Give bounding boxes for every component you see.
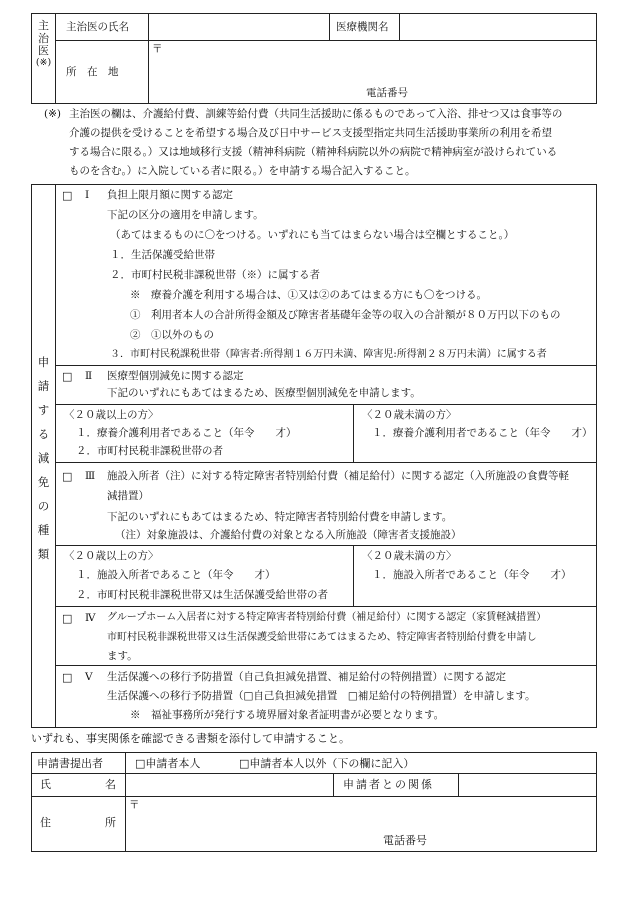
section2-left-item: ２．市町村民税非課税世帯の者: [76, 445, 223, 457]
section1-line: ※ 療養介護を利用する場合は、①又は②のあてはまる方にも〇をつける。: [130, 289, 487, 301]
doctor-phone-label: 電話番号: [366, 87, 408, 99]
section3-note: （注）対象施設は、介護給付費の対象となる入所施設（障害者支援施設）: [115, 529, 462, 541]
section3-line: 下記のいずれにもあてはまるため、特定障害者特別給付費を申請します。: [107, 511, 453, 523]
doctor-postal-mark: 〒: [152, 43, 163, 55]
section5-title: 生活保護への移行予防措置（自己負担減免措置、補足給付の特例措置）に関する認定: [107, 671, 506, 683]
section3-left-header: 〈２０歳以上の方〉: [64, 550, 159, 562]
institution-field[interactable]: [401, 15, 594, 39]
submitter-self-option[interactable]: □申請者本人: [135, 757, 201, 770]
section3-right-header: 〈２０歳未満の方〉: [362, 550, 457, 562]
section3-right-item: １．施設入所者であること（年令 才）: [372, 569, 572, 581]
doctor-note-mark: (※): [44, 108, 61, 120]
submitter-other-option[interactable]: □申請者本人以外（下の欄に記入）: [239, 757, 415, 770]
section1-option[interactable]: １．生活保護受給世帯: [110, 249, 215, 261]
section3-left-item: ２．市町村民税非課税世帯又は生活保護受給世帯の者: [76, 589, 328, 601]
section4-checkbox[interactable]: □: [62, 612, 73, 625]
reduction-type-label: 申 請 す る 減 免 の 種 類: [37, 355, 50, 561]
section1-title: 負担上限月額に関する認定: [107, 189, 233, 201]
section1-option[interactable]: ① 利用者本人の合計所得金額及び障害者基礎年金等の収入の合計額が８０万円以下のもの: [130, 309, 561, 321]
section3-left-item: １．施設入所者であること（年令 才）: [76, 569, 276, 581]
submitter-address-label: 住: [40, 816, 51, 829]
submitter-label: 申請書提出者: [37, 757, 103, 770]
doctor-name-field[interactable]: [150, 15, 326, 39]
section1-numeral: Ⅰ: [85, 189, 90, 201]
section3-title-cont: 減措置）: [107, 490, 149, 502]
submitter-address-label: 所: [105, 816, 116, 829]
submitter-name-field[interactable]: [127, 775, 331, 795]
section4-numeral: Ⅳ: [85, 612, 96, 624]
submitter-address-field[interactable]: [127, 798, 594, 830]
section1-option[interactable]: ２．市町村民税非課税世帯（※）に属する者: [110, 269, 320, 281]
section2-left-item: １．療養介護利用者であること（年令 才）: [76, 427, 297, 439]
section3-numeral: Ⅲ: [85, 470, 96, 482]
section3-checkbox[interactable]: □: [62, 470, 73, 483]
section2-title: 医療型個別減免に関する認定: [107, 370, 244, 382]
section2-right-item: １．療養介護利用者であること（年令 才）: [372, 427, 593, 439]
section2-line: 下記のいずれにもあてはまるため、医療型個別減免を申請します。: [107, 387, 421, 399]
submitter-name-label: 名: [105, 778, 116, 791]
attach-note: いずれも、事実関係を確認できる書類を添付して申請すること。: [31, 732, 350, 745]
doctor-name-label: 主治医の氏名: [66, 21, 129, 33]
doctor-address-label: 所 在 地: [66, 66, 119, 78]
relation-field[interactable]: [460, 775, 594, 795]
section1-option[interactable]: ３．市町村民税課税世帯（障害者:所得割１６万円未満、障害児:所得割２８万円未満）に属する者: [110, 349, 547, 360]
section5-line[interactable]: 生活保護への移行予防措置（□自己負担減免措置 □補足給付の特例措置）を申請します。: [107, 690, 536, 702]
relation-label: 申請者との関係: [343, 778, 434, 791]
submitter-name-label: 氏: [40, 778, 51, 791]
section4-title: グループホーム入居者に対する特定障害者特別給付費（補足給付）に関する認定（家賃軽減措置）: [107, 612, 547, 623]
section3-title: 施設入所者（注）に対する特定障害者特別給付費（補足給付）に関する認定（入所施設の食費等軽: [107, 470, 569, 482]
section2-checkbox[interactable]: □: [62, 370, 73, 383]
submitter-phone-label: 電話番号: [383, 834, 427, 847]
section5-checkbox[interactable]: □: [62, 671, 73, 684]
section2-numeral: Ⅱ: [85, 370, 93, 382]
doctor-side-label: 主 治 医 (※): [35, 19, 52, 68]
doctor-address-field[interactable]: [150, 42, 594, 86]
section5-numeral: Ⅴ: [85, 671, 93, 683]
section4-line: 市町村民税非課税世帯又は生活保護受給世帯にあてはまるため、特定障害者特別給付費を申請し: [107, 632, 537, 643]
section2-left-header: 〈２０歳以上の方〉: [64, 409, 159, 421]
submitter-postal-mark: 〒: [129, 799, 140, 811]
section1-line: 下記の区分の適用を申請します。: [107, 209, 264, 221]
section1-option[interactable]: ② ①以外のもの: [130, 329, 214, 341]
section1-line: （あてはまるものに〇をつける。いずれにも当てはまらない場合は空欄とすること。）: [110, 229, 515, 241]
institution-label: 医療機関名: [336, 21, 389, 33]
section5-note: ※ 福祉事務所が発行する境界層対象者証明書が必要となります。: [130, 709, 445, 721]
section1-checkbox[interactable]: □: [62, 189, 73, 202]
section2-right-header: 〈２０歳未満の方〉: [362, 409, 457, 421]
section4-line-cont: ます。: [107, 650, 138, 662]
